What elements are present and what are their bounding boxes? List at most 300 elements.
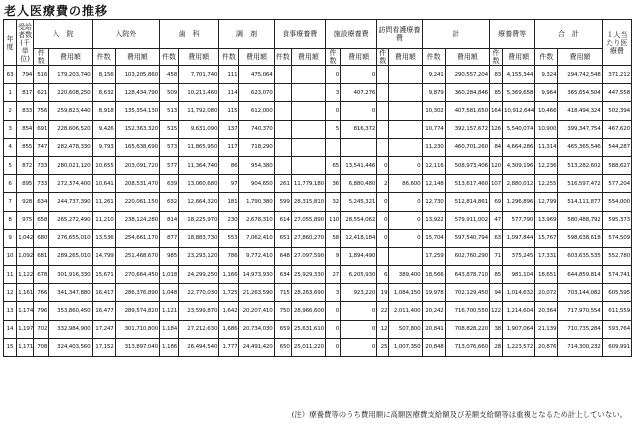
table-cell: 577 — [159, 156, 178, 174]
table-cell: 5,245,321 — [341, 193, 377, 211]
table-cell: 63 — [489, 229, 502, 247]
table-cell: 509 — [159, 84, 178, 102]
table-row — [4, 193, 632, 211]
table-cell: 12,148 — [422, 175, 445, 193]
table-cell: 1,042 — [17, 229, 34, 247]
table-cell: 740,370 — [239, 120, 274, 138]
table-cell: 554,000 — [602, 193, 631, 211]
table-cell: 1,642 — [219, 302, 239, 320]
table-cell: 203,091,720 — [115, 156, 159, 174]
table-cell: 1,184 — [159, 320, 178, 338]
table-cell: 20,207,410 — [239, 302, 274, 320]
table-row — [4, 338, 632, 356]
table-cell: 467,620 — [602, 120, 631, 138]
table-cell: 475,064 — [239, 66, 274, 84]
table-cell: 26,494,540 — [179, 338, 219, 356]
table-cell: 7,701,740 — [179, 66, 219, 84]
table-cell: 324,403,560 — [49, 338, 92, 356]
header-nyuingai: 入院外 — [92, 20, 159, 49]
header-shisetsu: 施設療養費 — [325, 20, 376, 49]
table-cell: 895 — [17, 175, 34, 193]
header-kensu: 件数 — [489, 49, 502, 66]
year-cell: 4 — [4, 138, 17, 156]
table-cell: 1,894,490 — [341, 247, 377, 265]
table-cell: 923,220 — [341, 284, 377, 302]
table-cell: 20,876 — [535, 338, 558, 356]
table-cell: 16,417 — [92, 284, 115, 302]
table-cell: 794 — [17, 66, 34, 84]
table-cell: 1,007,350 — [389, 338, 422, 356]
table-cell: 733 — [34, 156, 49, 174]
table-cell: 786 — [219, 247, 239, 265]
table-cell: 86 — [219, 156, 239, 174]
table-cell: 22 — [377, 302, 389, 320]
table-cell: 23,293,120 — [179, 247, 219, 265]
table-cell — [291, 84, 325, 102]
table-cell: 0 — [389, 193, 422, 211]
table-cell: 643,878,710 — [445, 266, 489, 284]
table-cell: 399,347,754 — [558, 120, 602, 138]
table-cell: 614 — [274, 211, 291, 229]
table-cell: 18,651 — [535, 266, 558, 284]
table-cell: 71 — [489, 247, 502, 265]
table-cell: 507,800 — [389, 320, 422, 338]
table-cell: 11,261 — [92, 193, 115, 211]
table-cell: 708 — [34, 338, 49, 356]
table-cell: 2,011,400 — [389, 302, 422, 320]
table-cell — [389, 120, 422, 138]
table-cell: 1,166 — [219, 266, 239, 284]
table-cell: 407,581,650 — [445, 102, 489, 120]
table-cell: 954,380 — [239, 156, 274, 174]
table-cell: 3 — [325, 284, 340, 302]
table-cell: 9,324 — [535, 66, 558, 84]
table-cell: 1,174 — [17, 302, 34, 320]
table-cell: 9,631,090 — [179, 120, 219, 138]
table-cell: 1,171 — [17, 338, 34, 356]
table-cell — [389, 84, 422, 102]
table-cell: 332,984,900 — [49, 320, 92, 338]
table-cell: 25,011,220 — [291, 338, 325, 356]
header-hiyo: 費用額 — [291, 49, 325, 66]
header-nyuin: 入 院 — [34, 20, 92, 49]
table-cell: 32 — [325, 193, 340, 211]
table-cell: 0 — [377, 193, 389, 211]
table-cell: 639 — [159, 175, 178, 193]
table-cell: 796 — [34, 302, 49, 320]
table-cell: 9,879 — [422, 84, 445, 102]
table-cell: 18,883,730 — [179, 229, 219, 247]
year-cell: 15 — [4, 338, 17, 356]
table-cell: 659 — [274, 320, 291, 338]
medical-cost-table — [3, 19, 632, 357]
table-cell: 1,790,380 — [239, 193, 274, 211]
table-cell — [274, 120, 291, 138]
table-cell — [389, 66, 422, 84]
header-chozai: 調 剤 — [219, 20, 274, 49]
table-cell: 13,541,446 — [341, 156, 377, 174]
table-cell: 6 — [377, 266, 389, 284]
table-cell: 164 — [489, 102, 502, 120]
table-cell: 17,247 — [92, 320, 115, 338]
table-cell: 605,595 — [602, 284, 631, 302]
header-kensu: 件数 — [159, 49, 178, 66]
year-cell: 13 — [4, 302, 17, 320]
table-cell: 580,488,792 — [558, 211, 602, 229]
table-cell: 544,287 — [602, 138, 631, 156]
year-cell: 5 — [4, 156, 17, 174]
table-cell: 371,212 — [602, 66, 631, 84]
table-row — [4, 102, 632, 120]
table-cell: 280,021,120 — [49, 156, 92, 174]
table-cell: 680 — [34, 229, 49, 247]
year-cell: 8 — [4, 211, 17, 229]
table-cell: 817 — [17, 84, 34, 102]
table-cell: 365,654,504 — [558, 84, 602, 102]
header-kensu: 件数 — [34, 49, 49, 66]
table-cell: 9,793 — [92, 138, 115, 156]
table-cell: 11,865,950 — [179, 138, 219, 156]
table-cell: 36 — [325, 175, 340, 193]
year-cell: 9 — [4, 229, 17, 247]
table-cell: 208,531,470 — [115, 175, 159, 193]
table-cell: 5 — [325, 120, 340, 138]
table-cell: 1,084,150 — [389, 284, 422, 302]
table-cell: 28,966,600 — [291, 302, 325, 320]
table-cell: 265,272,490 — [49, 211, 92, 229]
table-cell: 230 — [219, 211, 239, 229]
table-cell: 18,225,970 — [179, 211, 219, 229]
header-hiyo: 費用額 — [341, 49, 377, 66]
table-row — [4, 229, 632, 247]
table-cell: 0 — [377, 156, 389, 174]
table-cell: 460,701,260 — [445, 138, 489, 156]
table-cell: 28,554,062 — [341, 211, 377, 229]
table-cell: 9,426 — [92, 120, 115, 138]
table-body — [4, 66, 632, 357]
table-cell: 651 — [274, 229, 291, 247]
table-cell: 447,558 — [602, 84, 631, 102]
table-cell: 21,139 — [535, 320, 558, 338]
table-cell: 577,204 — [602, 175, 631, 193]
table-cell: 553 — [219, 229, 239, 247]
table-cell: 12 — [377, 320, 389, 338]
table-cell: 621 — [34, 84, 49, 102]
table-row — [4, 175, 632, 193]
table-row — [4, 320, 632, 338]
table-cell: 1,223,572 — [503, 338, 535, 356]
table-cell: 152,363,320 — [115, 120, 159, 138]
header-kensu: 件数 — [92, 49, 115, 66]
header-per-person: １人当たり医療費 — [602, 20, 631, 66]
table-cell — [377, 138, 389, 156]
table-cell: 244,737,390 — [49, 193, 92, 211]
table-cell: 294,742,548 — [558, 66, 602, 84]
header-kensu: 件数 — [377, 49, 389, 66]
table-cell: 6,880,480 — [341, 175, 377, 193]
table-cell: 111 — [219, 66, 239, 84]
table-cell: 290,557,204 — [445, 66, 489, 84]
header-ryoyohi: 療養費等 — [489, 20, 534, 49]
table-cell: 634 — [34, 193, 49, 211]
table-cell: 282,478,330 — [49, 138, 92, 156]
table-cell: 86,600 — [389, 175, 422, 193]
table-cell: 5,540,074 — [503, 120, 535, 138]
table-row — [4, 120, 632, 138]
table-cell: 17,152 — [92, 338, 115, 356]
table-cell: 513,617,460 — [445, 175, 489, 193]
table-cell: 634 — [274, 266, 291, 284]
table-row — [4, 66, 632, 84]
table-cell: 20,364 — [535, 302, 558, 320]
table-cell: 389,400 — [389, 266, 422, 284]
table-cell: 12,116 — [422, 156, 445, 174]
table-cell: 24,299,250 — [179, 266, 219, 284]
table-cell: 27,212,630 — [179, 320, 219, 338]
table-cell: 28 — [489, 338, 502, 356]
table-cell: 65 — [325, 156, 340, 174]
table-cell: 816,372 — [341, 120, 377, 138]
table-cell: 122 — [489, 302, 502, 320]
table-cell: 289,574,820 — [115, 302, 159, 320]
table-cell: 24,491,420 — [239, 338, 274, 356]
table-cell: 9 — [325, 247, 340, 265]
table-cell: 9,772,410 — [239, 247, 274, 265]
table-cell: 4,155,344 — [503, 66, 535, 84]
table-cell — [274, 138, 291, 156]
table-cell: 10,900 — [535, 120, 558, 138]
table-row — [4, 211, 632, 229]
header-hiyo: 費用額 — [115, 49, 159, 66]
table-cell: 8,632 — [92, 84, 115, 102]
table-cell: 85 — [489, 84, 502, 102]
table-cell: 975 — [17, 211, 34, 229]
table-cell: 14,973,930 — [239, 266, 274, 284]
table-cell: 47 — [489, 211, 502, 229]
table-cell: 877 — [159, 229, 178, 247]
table-cell — [341, 138, 377, 156]
table-cell: 11,779,180 — [291, 175, 325, 193]
table-cell: 644,859,814 — [558, 266, 602, 284]
header-hiyo: 費用額 — [49, 49, 92, 66]
table-cell: 110 — [325, 211, 340, 229]
table-cell: 514,111,877 — [558, 193, 602, 211]
table-cell: 120 — [489, 156, 502, 174]
table-cell: 220,061,150 — [115, 193, 159, 211]
table-cell — [377, 247, 389, 265]
table-cell: 516,597,472 — [558, 175, 602, 193]
table-cell: 747 — [34, 138, 49, 156]
table-cell — [291, 138, 325, 156]
table-cell: 20,841 — [422, 320, 445, 338]
table-cell: 261 — [274, 175, 291, 193]
table-cell: 513 — [159, 102, 178, 120]
table-cell: 516 — [34, 66, 49, 84]
table-cell: 0 — [341, 302, 377, 320]
header-recipients: 受給者数(千単位) — [17, 20, 34, 66]
header-shika: 歯 科 — [159, 20, 218, 49]
table-cell: 301,710,800 — [115, 320, 159, 338]
table-cell: 985 — [159, 247, 178, 265]
table-cell: 15,671 — [92, 266, 115, 284]
table-cell: 0 — [325, 102, 340, 120]
table-cell: 588,627 — [602, 156, 631, 174]
year-cell: 10 — [4, 247, 17, 265]
year-cell: 7 — [4, 193, 17, 211]
table-row — [4, 266, 632, 284]
table-cell: 20,734,030 — [239, 320, 274, 338]
table-cell: 0 — [377, 229, 389, 247]
table-cell: 25 — [377, 338, 389, 356]
year-cell: 14 — [4, 320, 17, 338]
table-cell: 854 — [17, 120, 34, 138]
table-cell: 12,236 — [535, 156, 558, 174]
table-cell: 27,860,270 — [291, 229, 325, 247]
table-cell: 11,230 — [422, 138, 445, 156]
table-cell: 632 — [159, 193, 178, 211]
table-cell: 0 — [325, 302, 340, 320]
table-cell: 14,799 — [92, 247, 115, 265]
table-cell — [389, 102, 422, 120]
table-cell — [389, 138, 422, 156]
table-cell: 392,157,672 — [445, 120, 489, 138]
table-cell: 27 — [325, 266, 340, 284]
table-cell: 716,700,550 — [445, 302, 489, 320]
table-cell: 179,203,740 — [49, 66, 92, 84]
table-cell: 353,860,450 — [49, 302, 92, 320]
table-cell: 904,650 — [239, 175, 274, 193]
table-cell: 855 — [17, 138, 34, 156]
table-cell: 623,070 — [239, 84, 274, 102]
table-cell: 0 — [389, 229, 422, 247]
table-cell: 872 — [17, 156, 34, 174]
table-cell: 251,468,670 — [115, 247, 159, 265]
table-cell: 289,265,010 — [49, 247, 92, 265]
table-cell: 83 — [489, 66, 502, 84]
table-cell: 756 — [34, 102, 49, 120]
table-cell: 715 — [274, 284, 291, 302]
table-cell: 69 — [489, 193, 502, 211]
table-cell: 750 — [274, 302, 291, 320]
table-cell: 0 — [389, 156, 422, 174]
table-cell: 1,686 — [219, 320, 239, 338]
table-cell: 0 — [389, 211, 422, 229]
table-cell: 10,655 — [92, 156, 115, 174]
table-cell: 981,104 — [503, 266, 535, 284]
table-cell: 228,606,520 — [49, 120, 92, 138]
table-cell: 0 — [341, 66, 377, 84]
table-cell: 0 — [325, 320, 340, 338]
table-cell: 0 — [341, 338, 377, 356]
header-kensu: 件数 — [274, 49, 291, 66]
table-cell: 458 — [159, 66, 178, 84]
table-cell: 135,354,130 — [115, 102, 159, 120]
table-cell: 276,655,010 — [49, 229, 92, 247]
table-cell: 710,735,284 — [558, 320, 602, 338]
year-cell: 6 — [4, 175, 17, 193]
header-kensu: 件数 — [535, 49, 558, 66]
table-cell: 20,072 — [535, 284, 558, 302]
table-cell: 286,376,890 — [115, 284, 159, 302]
table-cell: 595,373 — [602, 211, 631, 229]
table-cell: 115 — [219, 102, 239, 120]
table-cell: 341,347,880 — [49, 284, 92, 302]
table-cell: 733 — [34, 175, 49, 193]
table-cell: 658 — [34, 211, 49, 229]
table-cell: 103,205,860 — [115, 66, 159, 84]
table-cell: 0 — [325, 66, 340, 84]
table-cell: 648 — [274, 247, 291, 265]
table-cell: 2 — [377, 175, 389, 193]
table-cell: 17,259 — [422, 247, 445, 265]
table-cell: 137 — [219, 120, 239, 138]
table-cell: 5,369,658 — [503, 84, 535, 102]
table-cell: 612,000 — [239, 102, 274, 120]
table-cell: 4,664,286 — [503, 138, 535, 156]
table-cell — [291, 120, 325, 138]
table-cell: 708,828,220 — [445, 320, 489, 338]
table-cell — [389, 247, 422, 265]
table-cell: 702 — [34, 320, 49, 338]
table-cell: 11,210 — [92, 211, 115, 229]
table-cell: 1,014,632 — [503, 284, 535, 302]
table-cell: 301,916,330 — [49, 266, 92, 284]
year-cell: 1 — [4, 84, 17, 102]
table-cell: 84 — [489, 138, 502, 156]
table-cell: 0 — [377, 211, 389, 229]
table-cell: 574,741 — [602, 266, 631, 284]
table-cell: 10,302 — [422, 102, 445, 120]
table-cell: 16,477 — [92, 302, 115, 320]
table-cell: 577,790 — [503, 211, 535, 229]
table-cell: 272,374,400 — [49, 175, 92, 193]
table-cell: 270,664,450 — [115, 266, 159, 284]
table-cell: 465,365,546 — [558, 138, 602, 156]
table-cell: 599 — [274, 193, 291, 211]
table-cell: 597,540,794 — [445, 229, 489, 247]
table-cell: 1,048 — [159, 284, 178, 302]
table-cell: 681 — [34, 247, 49, 265]
table-cell: 117 — [219, 138, 239, 156]
table-cell: 814 — [159, 211, 178, 229]
table-cell: 12,255 — [535, 175, 558, 193]
table-cell: 13,060,680 — [179, 175, 219, 193]
table-cell: 27,097,590 — [291, 247, 325, 265]
table-cell: 20,848 — [422, 338, 445, 356]
table-cell: 714,300,232 — [558, 338, 602, 356]
table-cell: 128,434,790 — [115, 84, 159, 102]
table-row — [4, 156, 632, 174]
table-cell — [377, 66, 389, 84]
table-cell: 27,055,890 — [291, 211, 325, 229]
table-cell: 603,635,535 — [558, 247, 602, 265]
table-cell — [377, 84, 389, 102]
header-hiyo: 費用額 — [445, 49, 489, 66]
table-cell: 13,969 — [535, 211, 558, 229]
table-cell — [274, 102, 291, 120]
table-cell: 418,494,324 — [558, 102, 602, 120]
table-cell: 13,536 — [92, 229, 115, 247]
table-cell: 8,156 — [92, 66, 115, 84]
table-cell: 259,823,440 — [49, 102, 92, 120]
table-cell: 10,211,460 — [179, 84, 219, 102]
header-hiyo: 費用額 — [239, 49, 274, 66]
table-cell: 1,097,844 — [503, 229, 535, 247]
table-cell: 10,466 — [535, 102, 558, 120]
table-cell: 238,124,280 — [115, 211, 159, 229]
table-cell: 611,559 — [602, 302, 631, 320]
table-cell: 10,912,644 — [503, 102, 535, 120]
